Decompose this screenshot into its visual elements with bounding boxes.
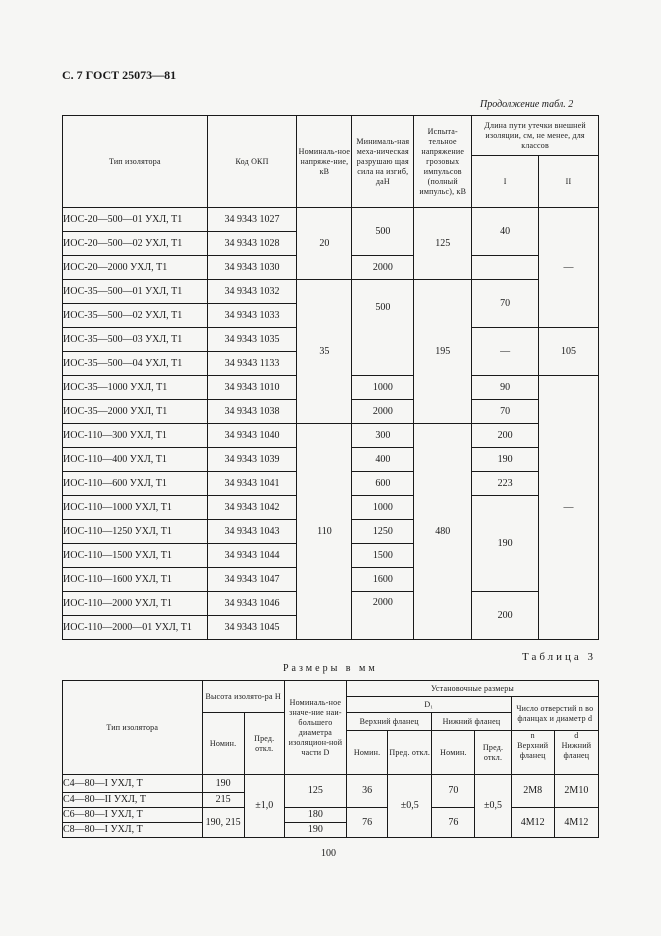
row-type: ИОС-35—1000 УХЛ, Т1 xyxy=(63,376,208,400)
height-tol-cell: ±1,0 xyxy=(244,775,284,838)
upper-tol-cell: ±0,5 xyxy=(388,775,432,838)
height-cell: 190, 215 xyxy=(202,808,244,838)
row-code: 34 9343 1047 xyxy=(207,568,297,592)
force-cell: 300 xyxy=(352,424,414,448)
col-low-flange-label: Нижний фланец xyxy=(561,741,592,760)
col-holes: Число отверстий n во фланцах и диаметр d xyxy=(511,697,598,731)
force-cell: 500 xyxy=(352,280,414,376)
force-cell: 400 xyxy=(352,448,414,472)
col-d1: D₁ xyxy=(347,697,512,713)
row-code: 34 9343 1040 xyxy=(207,424,297,448)
col-low-flange xyxy=(554,731,598,775)
col-height-nom: Номин. xyxy=(202,713,244,775)
col-upper-nom: Номин. xyxy=(347,731,388,775)
n-low-cell: 2М10 xyxy=(554,775,598,808)
force-cell: 1000 xyxy=(352,376,414,400)
height-cell: 190 xyxy=(202,775,244,793)
col-class2: II xyxy=(539,156,599,208)
row-type: ИОС-35—500—01 УХЛ, Т1 xyxy=(63,280,208,304)
row-type: ИОС-35—500—03 УХЛ, Т1 xyxy=(63,328,208,352)
col-lower: Нижний фланец xyxy=(432,713,511,731)
row-code: 34 9343 1038 xyxy=(207,400,297,424)
row-type: ИОС-20—500—02 УХЛ, Т1 xyxy=(63,232,208,256)
force-cell: 2000 xyxy=(352,400,414,424)
lower-nom-cell: 76 xyxy=(432,808,475,838)
table-3-label: Таблица 3 xyxy=(522,651,597,663)
row-type: ИОС-35—2000 УХЛ, Т1 xyxy=(63,400,208,424)
upper-nom-cell: 36 xyxy=(347,775,388,808)
row-type: ИОС-35—500—04 УХЛ, Т1 xyxy=(63,352,208,376)
force-cell: 1000 xyxy=(352,496,414,520)
row-type: С6—80—I УХЛ, Т xyxy=(63,808,203,823)
row-type: ИОС-110—2000 УХЛ, Т1 xyxy=(63,592,208,616)
force-cell: 1500 xyxy=(352,544,414,568)
row-code: 34 9343 1033 xyxy=(207,304,297,328)
row-type: ИОС-110—1600 УХЛ, Т1 xyxy=(63,568,208,592)
row-code: 34 9343 1010 xyxy=(207,376,297,400)
row-type: ИОС-20—2000 УХЛ, Т1 xyxy=(63,256,208,280)
col-up-flange-label: Верхний фланец xyxy=(517,741,549,760)
col-height-tol: Пред. откл. xyxy=(244,713,284,775)
table-3-units: Размеры в мм xyxy=(283,663,378,674)
col-type: Тип изолятора xyxy=(63,116,208,208)
lower-nom-cell: 70 xyxy=(432,775,475,808)
col-lower-nom: Номин. xyxy=(432,731,475,775)
class1-cell: 190 xyxy=(472,448,539,472)
upper-nom-cell: 76 xyxy=(347,808,388,838)
force-cell: 2000 xyxy=(352,256,414,280)
n-up-cell: 4М12 xyxy=(511,808,554,838)
voltage-cell: 110 xyxy=(297,424,352,640)
col-force: Минималь-ная меха-ническая разрушаю щая сила на изгиб, даН xyxy=(352,116,414,208)
class1-cell: — xyxy=(472,328,539,376)
row-type: ИОС-110—1250 УХЛ, Т1 xyxy=(63,520,208,544)
row-type: С4—80—I УХЛ, Т xyxy=(63,775,203,793)
col-test: Испыта-тельное напряжение грозовых импульсов (полный импульс), кВ xyxy=(414,116,472,208)
test-cell: 125 xyxy=(414,208,472,280)
test-cell: 480 xyxy=(414,424,472,640)
diameter-cell: 125 xyxy=(284,775,346,808)
row-code: 34 9343 1042 xyxy=(207,496,297,520)
col-class1: I xyxy=(472,156,539,208)
class2-cell: — xyxy=(539,208,599,328)
test-cell: 195 xyxy=(414,280,472,424)
row-type: ИОС-110—600 УХЛ, Т1 xyxy=(63,472,208,496)
class1-cell: 70 xyxy=(472,400,539,424)
page-header: С. 7 ГОСТ 25073—81 xyxy=(62,68,177,82)
n-low-cell: 4М12 xyxy=(554,808,598,838)
voltage-cell: 35 xyxy=(297,280,352,424)
col-leak: Длина пути утечки внешней изоляции, см, не менее, для классов xyxy=(472,116,599,156)
row-code: 34 9343 1035 xyxy=(207,328,297,352)
row-type: ИОС-20—500—01 УХЛ, Т1 xyxy=(63,208,208,232)
col-type: Тип изолятора xyxy=(63,681,203,775)
class1-cell: 70 xyxy=(472,280,539,328)
col-lower-tol: Пред. откл. xyxy=(475,731,511,775)
row-type: ИОС-110—400 УХЛ, Т1 xyxy=(63,448,208,472)
force-cell: 1250 xyxy=(352,520,414,544)
class1-cell: 223 xyxy=(472,472,539,496)
col-up-flange xyxy=(511,731,554,775)
row-code: 34 9343 1032 xyxy=(207,280,297,304)
row-type: ИОС-110—1000 УХЛ, Т1 xyxy=(63,496,208,520)
row-code: 34 9343 1030 xyxy=(207,256,297,280)
col-voltage: Номиналь-ное напряже-ние, кВ xyxy=(297,116,352,208)
row-code: 34 9343 1044 xyxy=(207,544,297,568)
col-mount: Установочные размеры xyxy=(347,681,599,697)
force-cell: 1600 xyxy=(352,568,414,592)
height-cell: 215 xyxy=(202,793,244,808)
class1-cell: 190 xyxy=(472,496,539,592)
col-height: Высота изолято-ра H xyxy=(202,681,284,713)
class1-cell: 40 xyxy=(472,208,539,256)
lower-tol-cell: ±0,5 xyxy=(475,775,511,838)
class1-cell: 200 xyxy=(472,592,539,640)
row-type: ИОС-110—300 УХЛ, Т1 xyxy=(63,424,208,448)
row-code: 34 9343 1046 xyxy=(207,592,297,616)
row-type: ИОС-110—2000—01 УХЛ, Т1 xyxy=(63,616,208,640)
force-cell: 500 xyxy=(352,208,414,256)
table-2 xyxy=(62,115,599,640)
class1-cell: 90 xyxy=(472,376,539,400)
force-cell: 2000 xyxy=(352,592,414,640)
col-n: n xyxy=(530,731,535,740)
row-code: 34 9343 1133 xyxy=(207,352,297,376)
row-type: С8—80—I УХЛ, Т xyxy=(63,823,203,838)
row-code: 34 9343 1028 xyxy=(207,232,297,256)
n-up-cell: 2М8 xyxy=(511,775,554,808)
row-code: 34 9343 1027 xyxy=(207,208,297,232)
col-d: d xyxy=(574,731,579,740)
class1-cell xyxy=(472,256,539,280)
table-3 xyxy=(62,680,599,838)
col-upper-tol: Пред. откл. xyxy=(388,731,432,775)
col-code: Код ОКП xyxy=(207,116,297,208)
row-type: ИОС-35—500—02 УХЛ, Т1 xyxy=(63,304,208,328)
diameter-cell: 190 xyxy=(284,823,346,838)
row-type: ИОС-110—1500 УХЛ, Т1 xyxy=(63,544,208,568)
row-code: 34 9343 1045 xyxy=(207,616,297,640)
row-code: 34 9343 1041 xyxy=(207,472,297,496)
col-diameter: Номиналь-ное значе-ние наи-большего диаметра изоляцион-ной части D xyxy=(284,681,346,775)
voltage-cell: 20 xyxy=(297,208,352,280)
force-cell: 600 xyxy=(352,472,414,496)
col-upper: Верхний фланец xyxy=(347,713,432,731)
class2-cell: 105 xyxy=(539,328,599,376)
class1-cell: 200 xyxy=(472,424,539,448)
row-type: С4—80—II УХЛ, Т xyxy=(63,793,203,808)
page-number: 100 xyxy=(321,848,336,859)
diameter-cell: 180 xyxy=(284,808,346,823)
row-code: 34 9343 1043 xyxy=(207,520,297,544)
row-code: 34 9343 1039 xyxy=(207,448,297,472)
table-continuation: Продолжение табл. 2 xyxy=(480,99,574,110)
class2-cell: — xyxy=(539,376,599,640)
